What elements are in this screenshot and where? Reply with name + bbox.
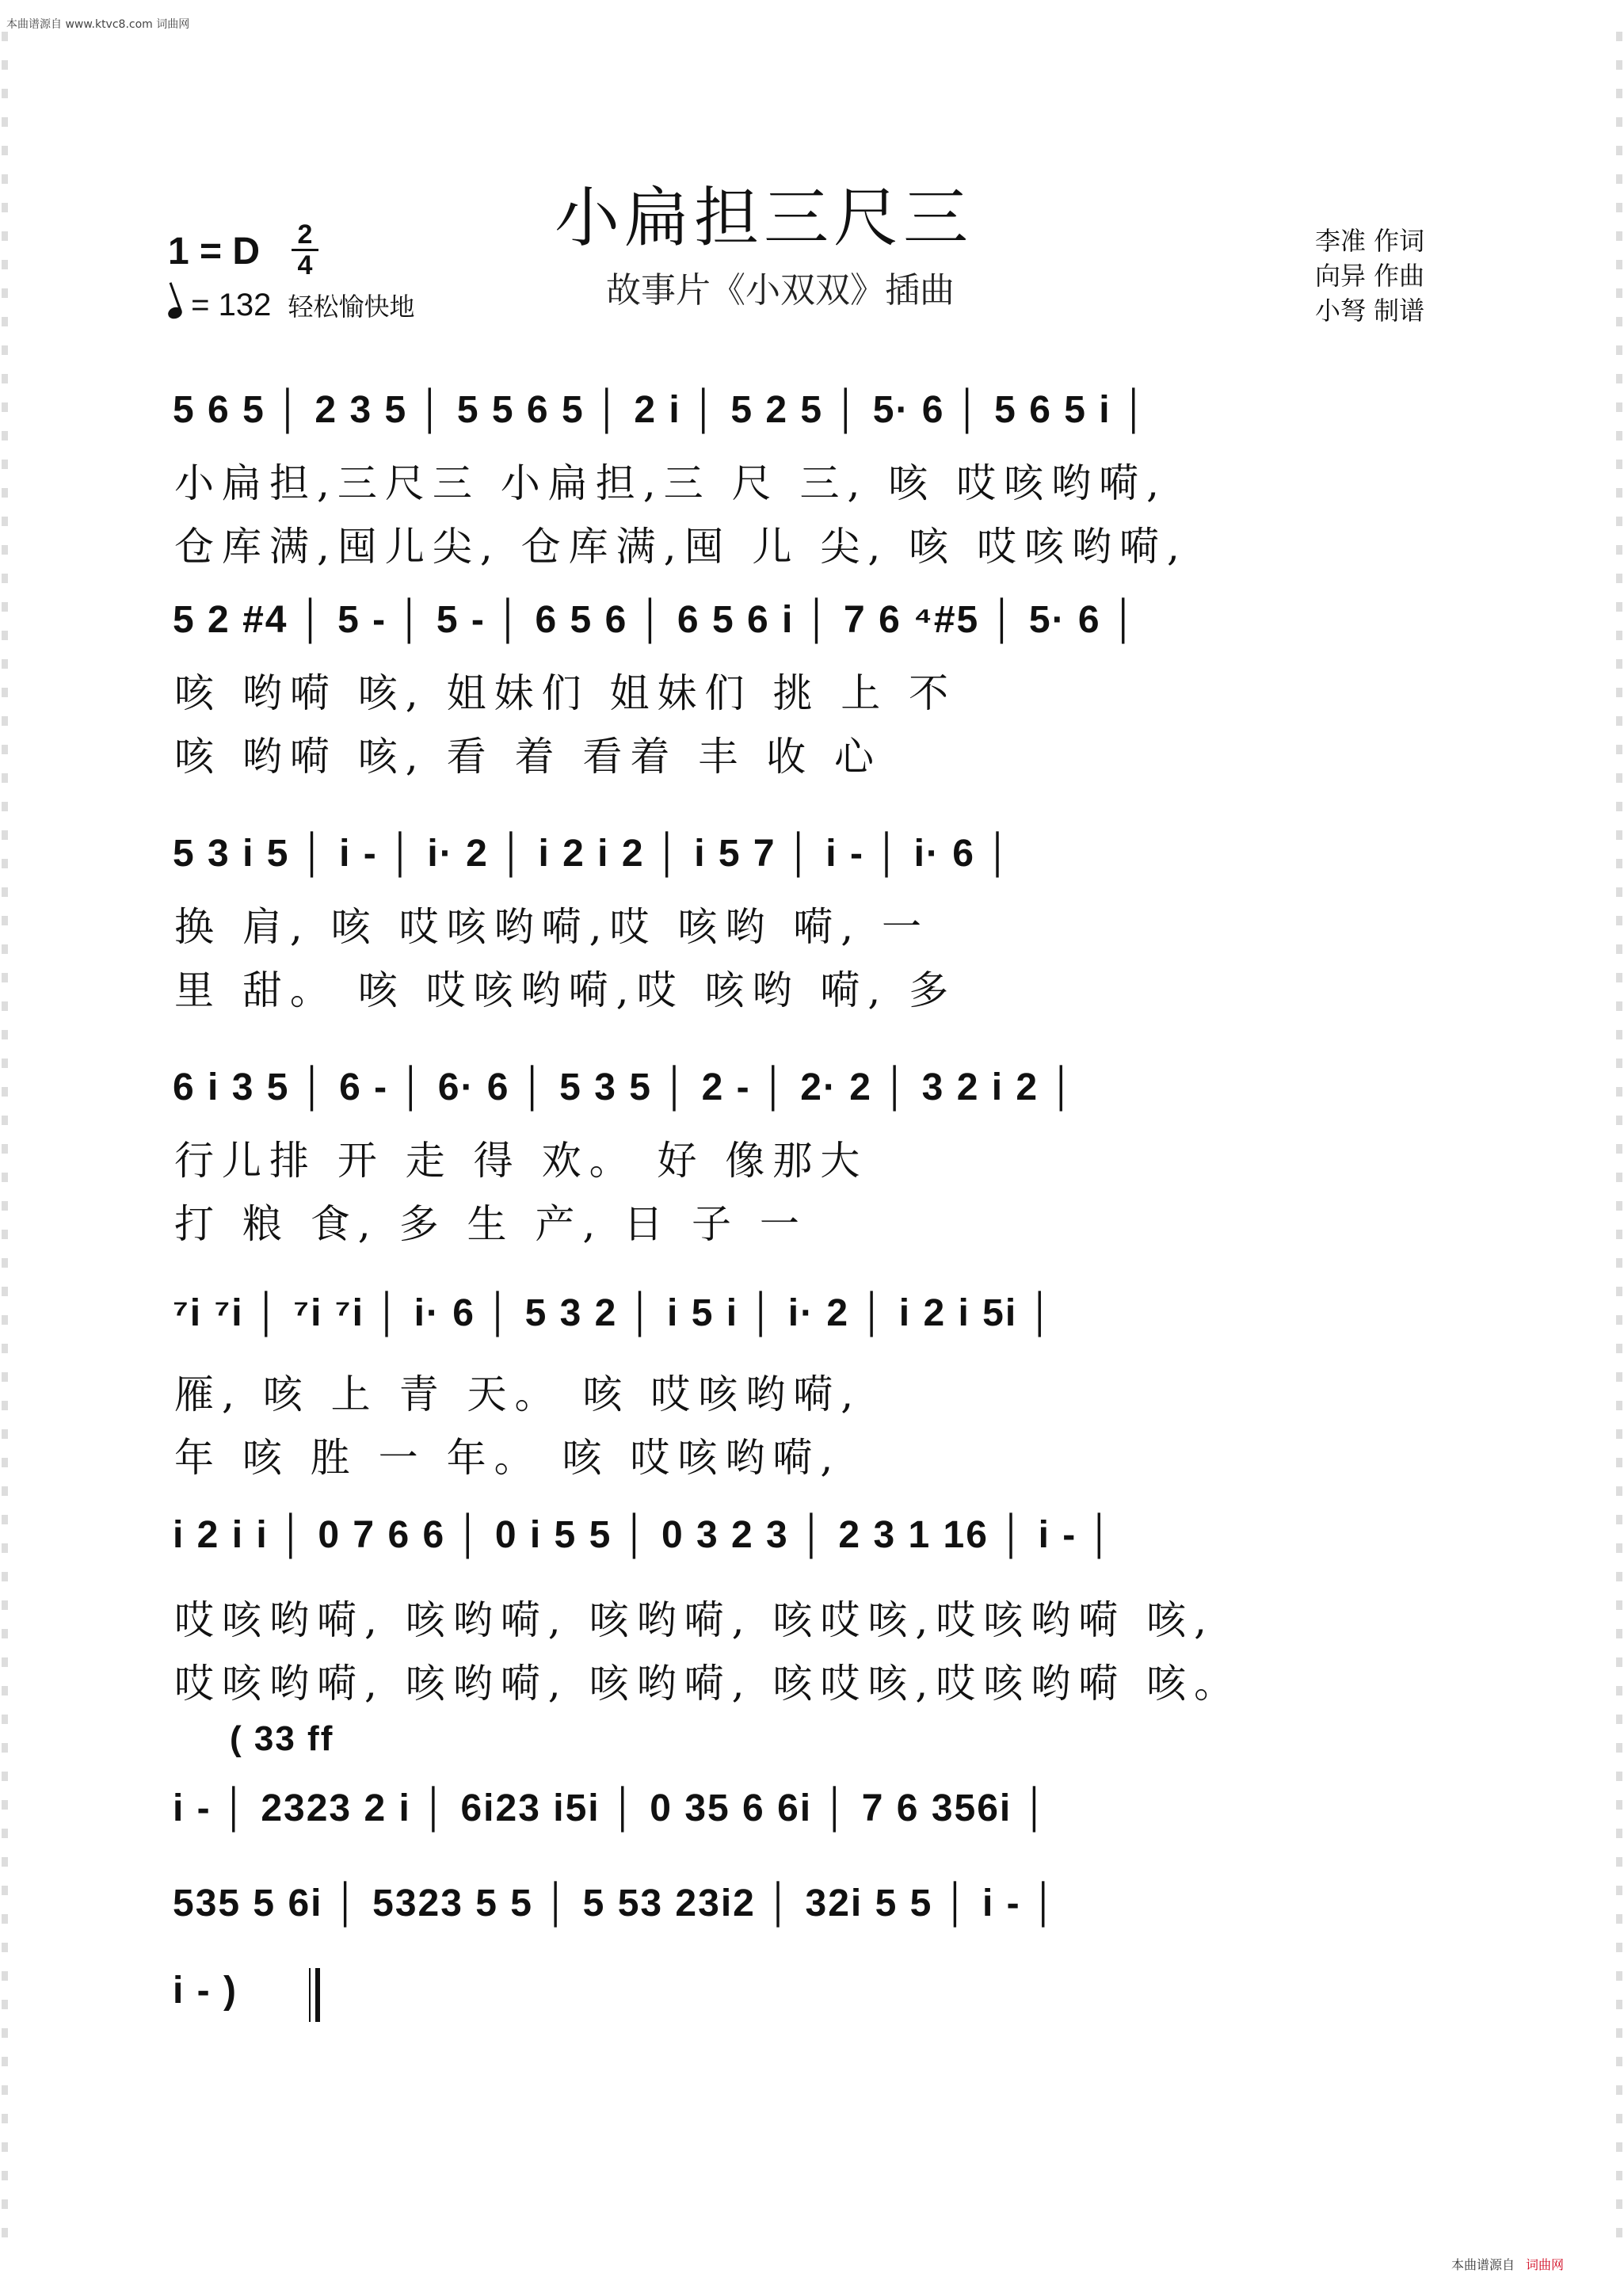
page-title: 小扁担三尺三 (555, 181, 974, 256)
key-signature: 1 = D (168, 231, 261, 273)
lyrics-5-verse-1: 雁, 咳 上 青 天。 咳 哎咳哟嗬, (174, 1371, 862, 1417)
subtitle: 故事片《小双双》插曲 (606, 270, 955, 311)
lyrics-5-verse-2: 年 咳 胜 一 年。 咳 哎咳哟嗬, (174, 1435, 841, 1481)
lyrics-2-verse-2: 咳 哟嗬 咳, 看 着 看着 丰 收 心 (174, 734, 883, 780)
credit-composer: 向异 作曲 (1315, 261, 1425, 291)
time-signature (292, 219, 318, 280)
time-signature-bottom: 4 (297, 250, 313, 280)
time-signature-top: 2 (297, 219, 313, 250)
score-system-2: 5 2 #4 │ 5 - │ 5 - │ 6 5 6 │ 6 5 6 i │ 7 6 ⁴#5 │ 5· 6 │ (173, 599, 1138, 641)
lyrics-4-verse-1: 行儿排 开 走 得 欢。 好 像那大 (174, 1138, 868, 1184)
tempo-value: = 132 (191, 288, 272, 322)
quarter-note-icon (166, 305, 184, 320)
left-margin-marks (2, 32, 8, 2249)
watermark-bottom-brand: 词曲网 (1526, 2257, 1565, 2272)
credits (1315, 223, 1424, 328)
watermark-bottom-text: 本曲谱源自 (1451, 2257, 1515, 2272)
credit-transcriber: 小弩 制谱 (1315, 296, 1425, 326)
lyrics-6-verse-1: 哎咳哟嗬, 咳哟嗬, 咳哟嗬, 咳哎咳,哎咳哟嗬 咳, (174, 1597, 1215, 1643)
final-barline-thick (315, 1968, 320, 2022)
score-system-1: 5 6 5 │ 2 3 5 │ 5 5 6 5 │ 2 i │ 5 2 5 │ 5· 6 │ 5 6 5 i │ (173, 389, 1149, 431)
score-system-4: 6 i 3 5 │ 6 - │ 6· 6 │ 5 3 5 │ 2 - │ 2· 2 │ 3 2 i 2 │ (173, 1066, 1077, 1108)
lyrics-6-verse-2: 哎咳哟嗬, 咳哟嗬, 咳哟嗬, 咳哎咳,哎咳哟嗬 咳。 (174, 1661, 1242, 1707)
right-margin-marks (1616, 32, 1622, 2249)
coda-prefix: ( 33 ff (230, 1719, 334, 1758)
score-system-5: ⁷i ⁷i │ ⁷i ⁷i │ i· 6 │ 5 3 2 │ i 5 i │ i· 2 │ i 2 i 5i │ (173, 1292, 1055, 1334)
tempo-description: 轻松愉快地 (288, 292, 415, 321)
score-system-7: i - │ 2323 2 i │ 6i23 i5i │ 0 35 6 6i │ 7 6 356i │ (173, 1787, 1050, 1829)
lyrics-1-verse-2: 仓库满,囤儿尖, 仓库满,囤 儿 尖, 咳 哎咳哟嗬, (174, 524, 1188, 570)
credit-lyricist: 李准 作词 (1315, 226, 1425, 256)
tempo-marking (168, 287, 414, 323)
final-barline-thin (309, 1968, 311, 2022)
lyrics-2-verse-1: 咳 哟嗬 咳, 姐妹们 姐妹们 挑 上 不 (174, 670, 957, 716)
score-system-9: i - ) (173, 1970, 238, 2012)
score-system-6: i 2 i i │ 0 7 6 6 │ 0 i 5 5 │ 0 3 2 3 │ 2 3 1 16 │ i - │ (173, 1514, 1115, 1556)
watermark-bottom (1451, 2255, 1564, 2273)
lyrics-3-verse-2: 里 甜。 咳 哎咳哟嗬,哎 咳哟 嗬, 多 (174, 967, 957, 1013)
lyrics-3-verse-1: 换 肩, 咳 哎咳哟嗬,哎 咳哟 嗬, 一 (174, 904, 930, 950)
score-system-8: 535 5 6i │ 5323 5 5 │ 5 53 23i2 │ 32i 5 5 │ i - │ (173, 1882, 1058, 1924)
lyrics-4-verse-2: 打 粮 食, 多 生 产, 日 子 一 (174, 1201, 807, 1247)
lyrics-1-verse-1: 小扁担,三尺三 小扁担,三 尺 三, 咳 哎咳哟嗬, (174, 460, 1168, 506)
watermark-top: 本曲谱源自 www.ktvc8.com 词曲网 (6, 18, 190, 31)
score-system-3: 5 3 i 5 │ i - │ i· 2 │ i 2 i 2 │ i 5 7 │ i - │ i· 6 │ (173, 833, 1013, 875)
